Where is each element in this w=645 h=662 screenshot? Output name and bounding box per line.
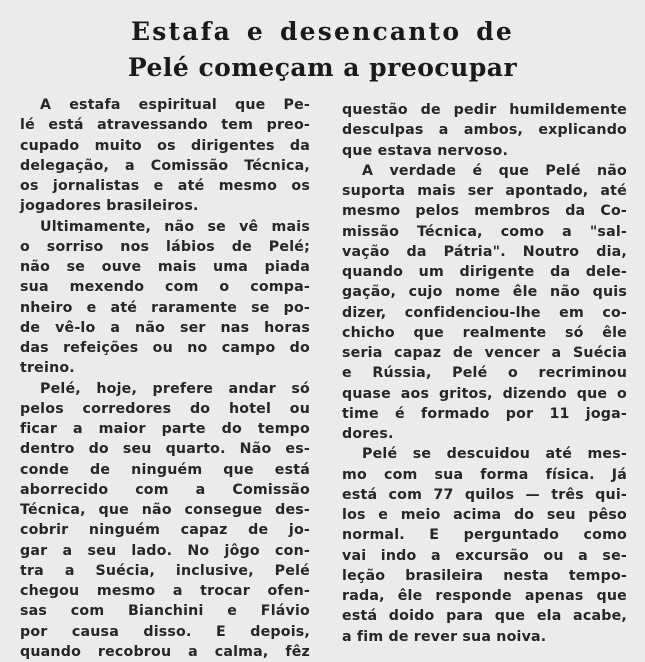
text-line: a fim de rever sua noiva. xyxy=(342,628,547,645)
text-line: questão de pedir humildemente xyxy=(342,102,627,118)
text-line: está doido para que ela acabe, xyxy=(342,608,627,625)
text-line: aborrecido com a Comissão xyxy=(20,481,310,498)
text-line: dores. xyxy=(342,426,394,442)
headline-line-1: Estafa e desencanto de xyxy=(131,17,514,46)
text-line: time é formado por 11 joga- xyxy=(342,405,627,422)
text-line: por causa disso. E depois, xyxy=(20,623,310,640)
text-line: normal. E perguntado como xyxy=(342,527,627,544)
text-line: chegou mesmo a trocar ofen- xyxy=(20,583,310,599)
text-line: dentro do seu quarto. Não es- xyxy=(20,441,310,458)
text-line: tra a Suécia, inclusive, Pelé xyxy=(20,562,310,579)
text-line: suporta mais ser apontado, até xyxy=(342,183,627,199)
text-line: delegação, a Comissão Técnica, xyxy=(20,157,310,174)
text-line: e Rússia, Pelé o recriminou xyxy=(342,365,627,382)
article-column-left xyxy=(20,95,310,662)
text-line: Ultimamente, não se vê mais xyxy=(40,218,310,235)
text-line: A verdade é que Pelé não xyxy=(362,162,627,179)
text-line: Técnica, que não consegue des- xyxy=(20,502,310,518)
text-line: quando um dirigente da dele- xyxy=(342,264,627,280)
text-line: nheiro e até raramente se po- xyxy=(20,299,310,316)
text-line: los e meio acima do seu pêso xyxy=(342,507,627,523)
text-line: quase aos gritos, dizendo que o xyxy=(342,385,627,402)
text-line: sua mexendo com o compa- xyxy=(20,279,310,296)
text-line: sas com Bianchini e Flávio xyxy=(20,603,310,620)
text-line: que estava nervoso. xyxy=(342,142,509,159)
text-line: ficar a maior parte do tempo xyxy=(20,421,310,437)
text-line: não se ouve mais uma piada xyxy=(20,259,310,275)
text-line: vai indo a excursão ou a se- xyxy=(342,547,627,564)
text-line: cobrir ninguém capaz de jo- xyxy=(20,522,310,539)
headline-line-2: Pelé começam a preocupar xyxy=(127,53,518,82)
text-line: o sorriso nos lábios de Pelé; xyxy=(20,238,310,255)
article-column-right xyxy=(342,100,627,647)
text-line: de vê-lo a não ser nas horas xyxy=(20,319,310,336)
text-line: das refeições ou no campo do xyxy=(20,340,310,356)
text-line: desculpas a ambos, explicando xyxy=(342,122,627,139)
text-line: cupado muito os dirigentes da xyxy=(20,137,310,154)
text-line: lé está atravessando tem preo- xyxy=(20,117,310,134)
text-line: rada, êle responde apenas que xyxy=(342,588,627,604)
text-line: quando recobrou a calma, fêz xyxy=(20,643,310,660)
article-headline xyxy=(0,14,645,86)
text-line: chicho que realmente só êle xyxy=(342,324,627,341)
text-line: jogadores brasileiros. xyxy=(20,198,199,215)
text-line: treino. xyxy=(20,360,75,377)
text-line: conde de ninguém que está xyxy=(20,461,310,478)
text-line: leção brasileira nesta tempo- xyxy=(342,567,627,584)
text-line: gação, cujo nome êle não quis xyxy=(342,284,627,301)
text-line: pelos corredores do hotel ou xyxy=(20,400,310,417)
text-line: missão Técnica, como a "sal- xyxy=(342,223,627,240)
text-line: seria capaz de vencer a Suécia xyxy=(342,345,627,361)
text-line: A estafa espiritual que Pe- xyxy=(40,97,310,113)
text-line: mesmo pelos membros da Co- xyxy=(342,203,627,220)
text-line: gar a seu lado. No jôgo con- xyxy=(20,542,310,559)
text-line: mo com sua forma física. Já xyxy=(342,466,627,483)
text-line: dizer, confidenciou-lhe em co- xyxy=(342,304,627,321)
text-line: Pelé se descuidou até mes- xyxy=(362,446,627,463)
text-line: os jornalistas e até mesmo os xyxy=(20,178,310,194)
text-line: vação da Pátria". Noutro dia, xyxy=(342,243,627,260)
text-line: Pelé, hoje, prefere andar só xyxy=(40,380,310,397)
text-line: está com 77 quilos — três qui- xyxy=(342,486,627,503)
